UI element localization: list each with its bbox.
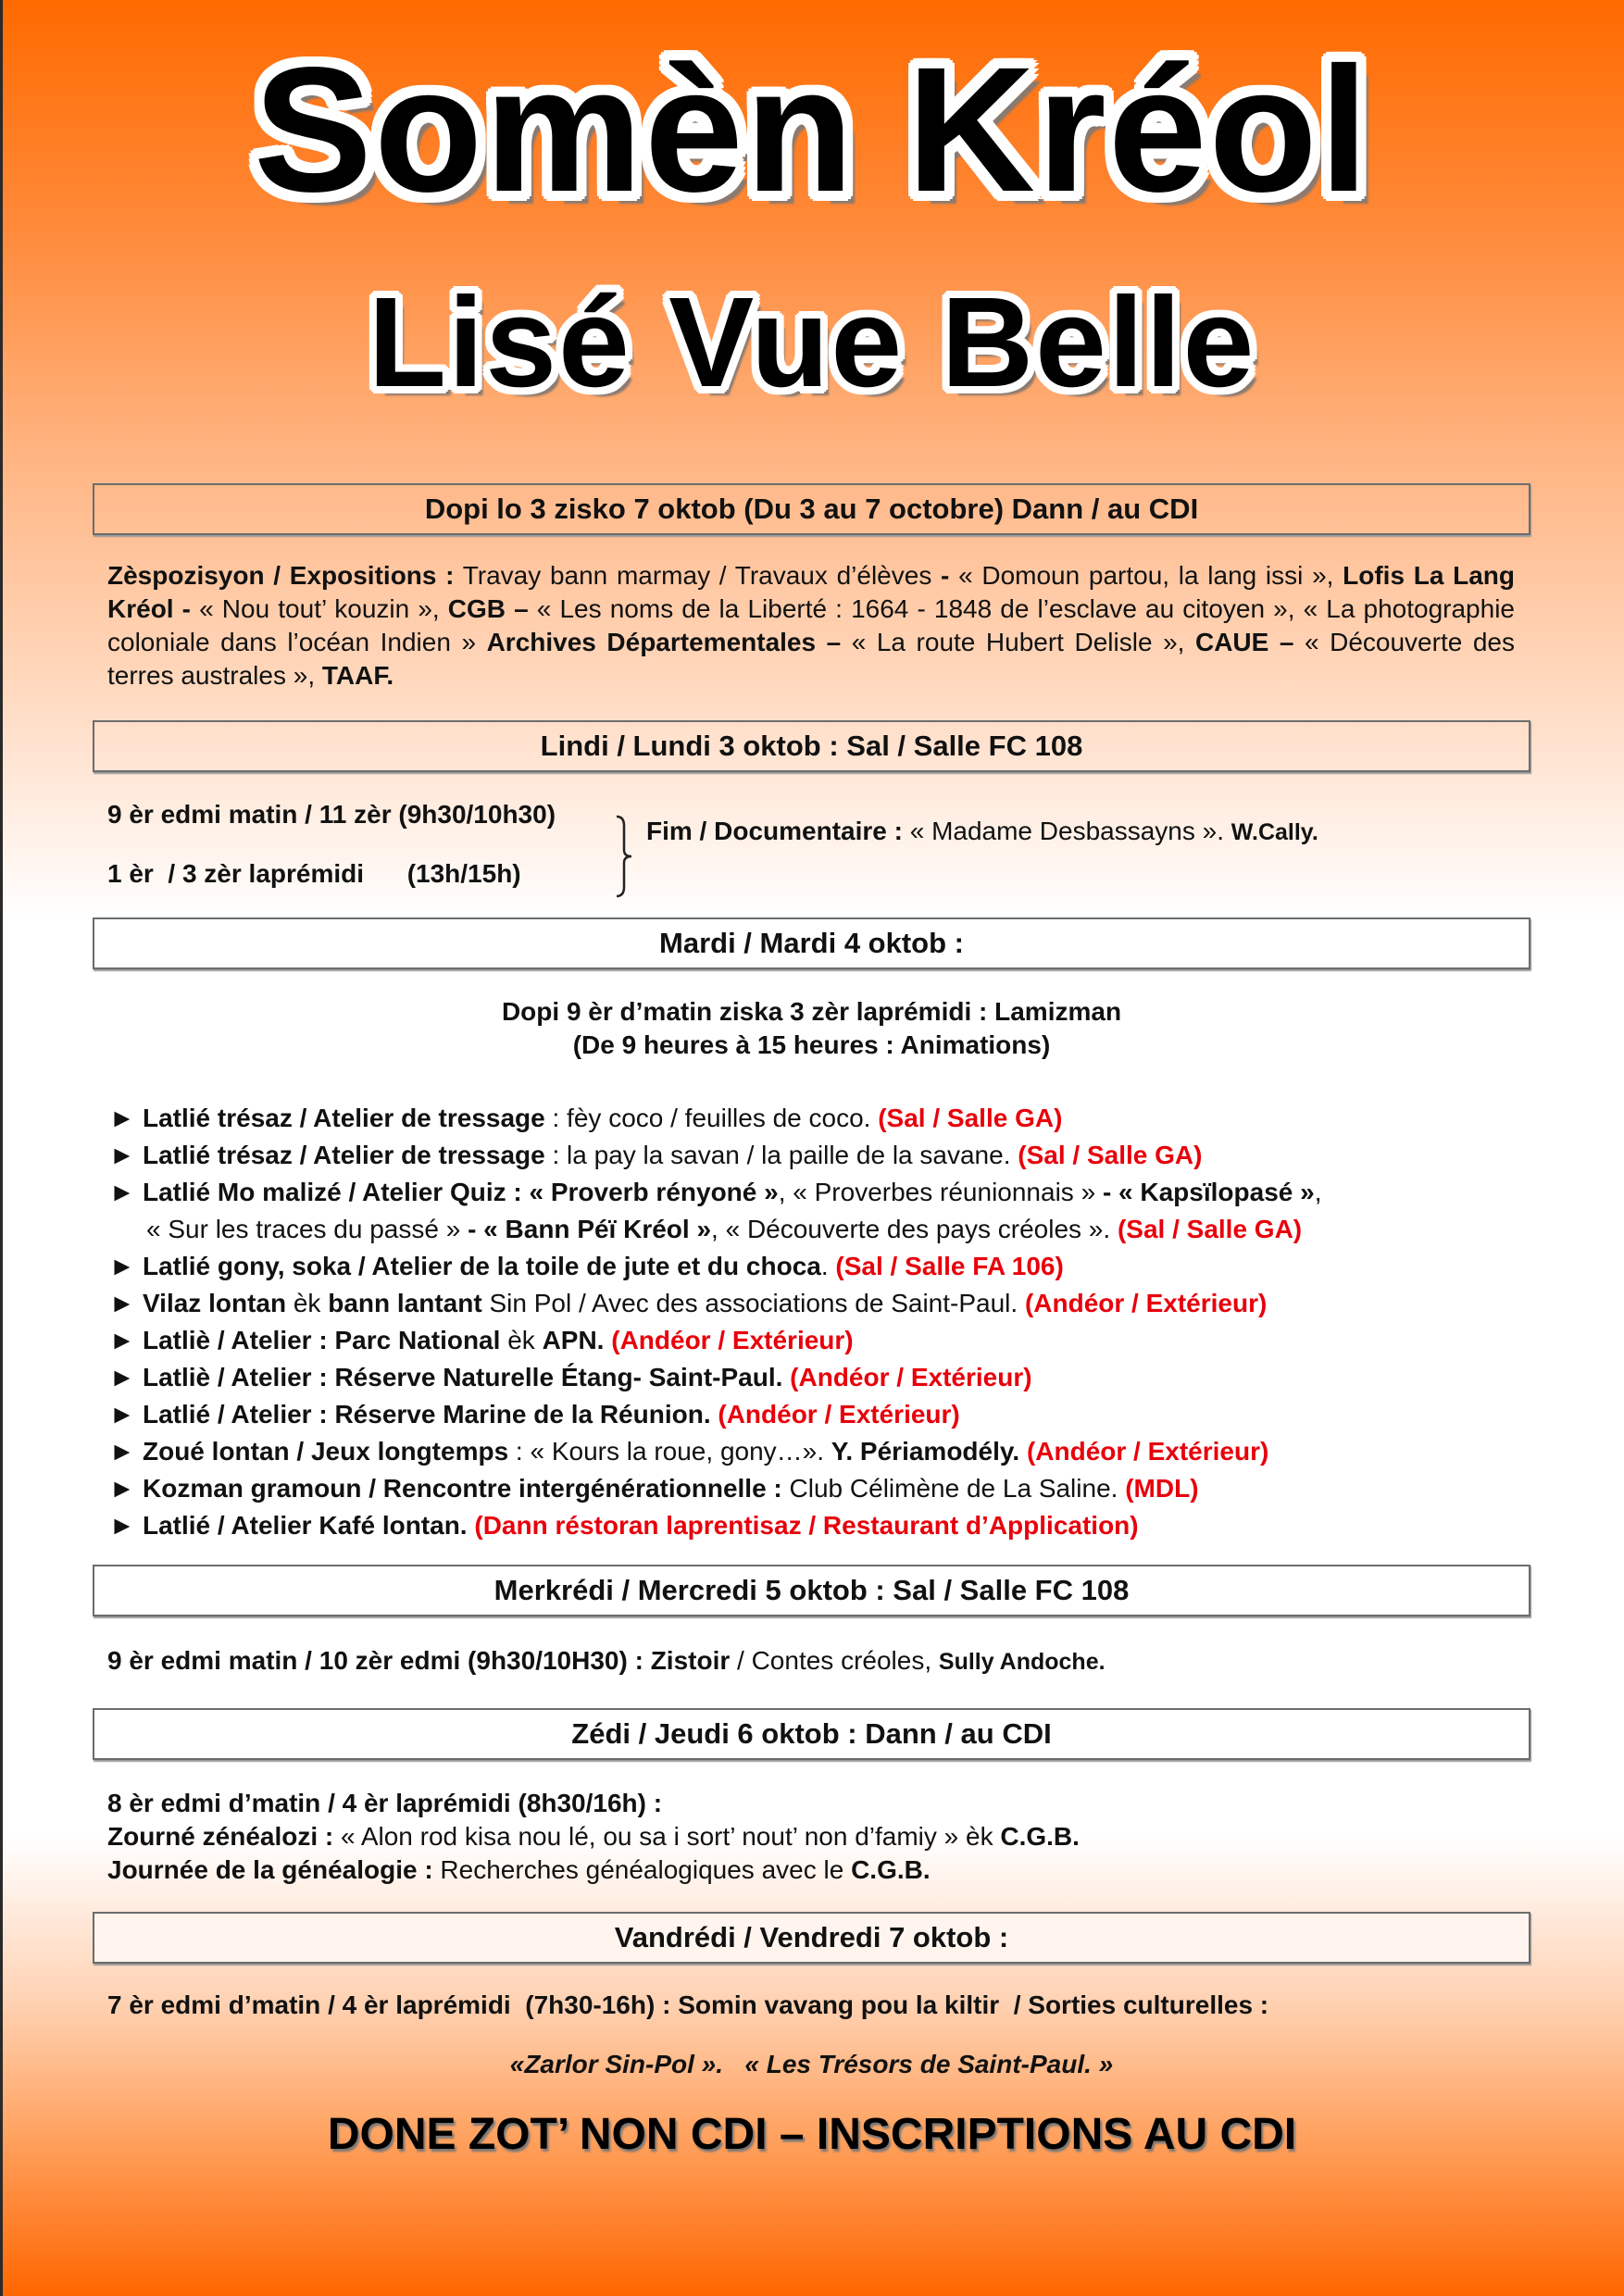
activity-location: (Dann réstoran laprentisaz / Restaurant d’Application)	[474, 1511, 1139, 1540]
activity-text: Latlié / Atelier : Réserve Marine de la Réunion.	[143, 1400, 711, 1429]
activity-text: Y. Périamodély.	[831, 1437, 1020, 1466]
activity-text: Zoué lontan / Jeux longtemps	[143, 1437, 509, 1466]
lundi-heading-box	[93, 720, 1530, 772]
jeudi-heading: Zédi / Jeudi 6 oktob : Dann / au CDI	[571, 1717, 1052, 1750]
activity-text: : « Kours la roue, gony…».	[508, 1437, 831, 1466]
lundi-event-label: Fim / Documentaire :	[646, 817, 903, 845]
activity-item	[109, 1137, 1535, 1174]
lundi-slot-afternoon: 1 èr / 3 zèr laprémidi (13h/15h)	[107, 859, 521, 888]
activity-item	[109, 1470, 1535, 1507]
activity-item	[109, 1396, 1535, 1433]
activity-location: (Andéor / Extérieur)	[790, 1363, 1032, 1391]
lundi-event	[646, 815, 1318, 849]
activity-text: Vilaz lontan	[143, 1289, 287, 1317]
activity-text: , « Proverbes réunionnais »	[778, 1178, 1103, 1206]
lundi-event-author: W.Cally.	[1230, 819, 1318, 845]
exhibitions-text-run: « Domoun partou, la lang issi »,	[949, 561, 1343, 590]
jeudi-journee-text: Recherches généalogiques avec le	[432, 1855, 852, 1884]
activity-location: (Sal / Salle FA 106)	[835, 1252, 1064, 1280]
vendredi-heading: Vandrédi / Vendredi 7 oktob :	[614, 1921, 1009, 1953]
triangle-bullet-icon: ►	[109, 1511, 135, 1540]
triangle-bullet-icon: ►	[109, 1400, 135, 1429]
activity-location: (Sal / Salle GA)	[878, 1104, 1063, 1132]
exhibitions-text-run: « Les noms de la Liberté : 1664 - 1848 de l’esclave au citoyen », « La photographie coloniale dans l’océan Indien »	[107, 594, 1515, 656]
vendredi-outings: «Zarlor Sin-Pol ». « Les Trésors de Saint-Paul. »	[509, 2050, 1114, 2078]
activity-item	[109, 1248, 1535, 1285]
mardi-heading: Mardi / Mardi 4 oktob :	[659, 927, 964, 959]
triangle-bullet-icon: ►	[109, 1363, 135, 1391]
vendredi-time: 7 èr edmi d’matin / 4 èr laprémidi (7h30-16h) : Somin vavang pou la kiltir / Sorties culturelles :	[107, 1990, 1269, 2019]
activity-item	[109, 1359, 1535, 1396]
activity-location: (Andéor / Extérieur)	[718, 1400, 960, 1429]
activity-text: Latlié / Atelier Kafé lontan.	[143, 1511, 468, 1540]
activity-text: èk	[286, 1289, 329, 1317]
activity-text: Latliè / Atelier : Parc National	[143, 1326, 501, 1354]
poster-title: Somèn Kréol	[253, 30, 1371, 229]
registration-footer: DONE ZOT’ NON CDI – INSCRIPTIONS AU CDI	[327, 2110, 1297, 2159]
mardi-intro-line2: (De 9 heures à 15 heures : Animations)	[572, 1030, 1051, 1059]
exhibitions-text-run: « Nou tout’ kouzin »,	[191, 594, 448, 623]
lundi-slot-morning: 9 èr edmi matin / 11 zèr (9h30/10h30)	[107, 800, 556, 829]
activity-text: Club Célimène de La Saline.	[781, 1474, 1126, 1503]
activity-item	[109, 1100, 1535, 1137]
mercredi-heading: Merkrédi / Mercredi 5 oktob : Sal / Salle FC 108	[493, 1574, 1130, 1606]
jeudi-zourne	[107, 1820, 1080, 1853]
triangle-bullet-icon: ►	[109, 1437, 135, 1466]
activity-text: Latlié trésaz / Atelier de tressage	[143, 1141, 545, 1169]
exhibitions-text-run: -	[941, 561, 950, 590]
activity-item	[109, 1322, 1535, 1359]
activity-text: ,	[1314, 1178, 1322, 1206]
jeudi-journee-org: C.G.B.	[851, 1855, 931, 1884]
activity-location: (Sal / Salle GA)	[1018, 1141, 1203, 1169]
curly-brace-icon	[615, 815, 635, 898]
exhibitions-text-run: TAAF.	[321, 661, 394, 690]
activity-text: Sin Pol / Avec des associations de Saint-Paul.	[481, 1289, 1025, 1317]
triangle-bullet-icon: ►	[109, 1141, 135, 1169]
mercredi-author: Sully Andoche.	[938, 1649, 1106, 1675]
triangle-bullet-icon: ►	[109, 1326, 135, 1354]
jeudi-zourne-text: « Alon rod kisa nou lé, ou sa i sort’ nout’ non d’famiy » èk	[333, 1822, 1001, 1851]
mardi-intro-line1: Dopi 9 èr d’matin ziska 3 zèr laprémidi : Lamizman	[501, 997, 1122, 1026]
mardi-activity-list	[109, 1100, 1535, 1544]
jeudi-journee	[107, 1853, 931, 1887]
activity-text: APN.	[542, 1326, 605, 1354]
poster-subtitle: Lisé Vue Belle	[368, 271, 1256, 414]
jeudi-zourne-label: Zourné zénéalozi :	[107, 1822, 334, 1851]
activity-text: Latlié Mo malizé / Atelier Quiz : « Proverb rényoné »	[143, 1178, 779, 1206]
activity-item	[109, 1507, 1535, 1544]
activity-text: - « Kapsïlopasé »	[1102, 1178, 1315, 1206]
exhibitions-text-run: CGB –	[447, 594, 529, 623]
jeudi-zourne-org: C.G.B.	[1000, 1822, 1080, 1851]
activity-location: (Andéor / Extérieur)	[611, 1326, 854, 1354]
activity-location: (Andéor / Extérieur)	[1026, 1437, 1269, 1466]
exhibitions-text-run: « La route Hubert Delisle »,	[841, 628, 1195, 656]
activity-text: bann lantant	[328, 1289, 482, 1317]
activity-item	[109, 1174, 1535, 1211]
activity-location: (Sal / Salle GA)	[1117, 1215, 1303, 1243]
activity-text: Latlié trésaz / Atelier de tressage	[143, 1104, 545, 1132]
exhibitions-text-run: Lofis La Lang Kréol -	[107, 561, 1516, 623]
mercredi-event	[107, 1644, 1106, 1678]
triangle-bullet-icon: ►	[109, 1252, 135, 1280]
activity-text: .	[820, 1252, 836, 1280]
triangle-bullet-icon: ►	[109, 1289, 135, 1317]
exhibitions-text-run: Travay bann marmay / Travaux d’élèves	[454, 561, 942, 590]
triangle-bullet-icon: ►	[109, 1474, 135, 1503]
activity-text: Latliè / Atelier : Réserve Naturelle Étang- Saint-Paul.	[143, 1363, 783, 1391]
mardi-heading-box	[93, 917, 1530, 969]
activity-item	[109, 1211, 1535, 1248]
vendredi-heading-box	[93, 1912, 1530, 1964]
jeudi-heading-box	[93, 1708, 1530, 1760]
lundi-heading: Lindi / Lundi 3 oktob : Sal / Salle FC 108	[540, 730, 1083, 762]
activity-location: (MDL)	[1125, 1474, 1199, 1503]
activity-location: (Andéor / Extérieur)	[1024, 1289, 1268, 1317]
activity-text: : la pay la savan / la paille de la savane.	[544, 1141, 1018, 1169]
activity-text: èk	[500, 1326, 543, 1354]
mercredi-heading-box	[93, 1565, 1530, 1616]
activity-item	[109, 1285, 1535, 1322]
overview-heading-box	[93, 483, 1530, 535]
exhibitions-text-run: CAUE –	[1194, 628, 1294, 656]
activity-text: - « Bann Péï Kréol »	[468, 1215, 712, 1243]
mercredi-desc: / Contes créoles,	[730, 1646, 939, 1675]
exhibitions-text-run: Archives Départementales –	[486, 628, 842, 656]
jeudi-time: 8 èr edmi d’matin / 4 èr laprémidi (8h30/16h) :	[107, 1789, 663, 1817]
activity-text	[1019, 1437, 1027, 1466]
activity-text: « Sur les traces du passé »	[146, 1215, 468, 1243]
triangle-bullet-icon: ►	[109, 1178, 135, 1206]
exhibitions-paragraph	[107, 559, 1515, 693]
activity-text: Kozman gramoun / Rencontre intergénérationnelle :	[143, 1474, 782, 1503]
jeudi-journee-label: Journée de la généalogie :	[107, 1855, 433, 1884]
triangle-bullet-icon: ►	[109, 1104, 135, 1132]
activity-text: Latlié gony, soka / Atelier de la toile de jute et du choca	[143, 1252, 821, 1280]
activity-text: : fèy coco / feuilles de coco.	[544, 1104, 879, 1132]
mercredi-time: 9 èr edmi matin / 10 zèr edmi (9h30/10H30) : Zistoir	[107, 1646, 731, 1675]
activity-text	[782, 1363, 790, 1391]
activity-item	[109, 1433, 1535, 1470]
lundi-event-title: « Madame Desbassayns ».	[902, 817, 1231, 845]
exhibitions-text-run: Zèspozisyon / Expositions :	[107, 561, 455, 590]
overview-heading: Dopi lo 3 zisko 7 oktob (Du 3 au 7 octobre) Dann / au CDI	[424, 493, 1199, 525]
exhibitions-text-run: « Découverte des terres australes »,	[107, 628, 1515, 690]
activity-text: , « Découverte des pays créoles ».	[711, 1215, 1118, 1243]
